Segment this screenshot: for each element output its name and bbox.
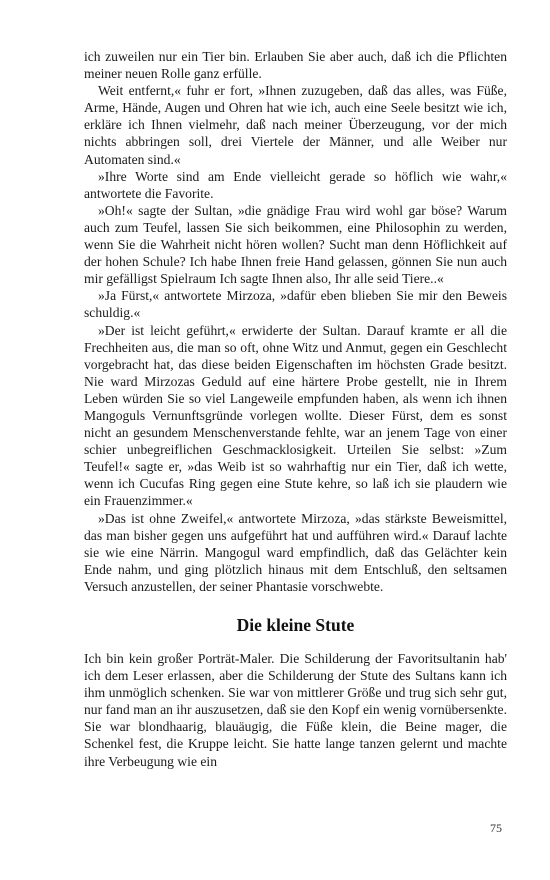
page-number: 75 [490,821,502,835]
paragraph-4: »Oh!« sagte der Sultan, »die gnädige Frau wird wohl gar böse? Warum auch zum Teufel, lassen Sie sich beikommen, eine Philosophin zu werden, wenn Sie die Wahrheit nicht hören wollen? Sucht man denn Höflichkeit auf der hohen Schule? Ich habe Ihnen freie Hand gelassen, gönnen Sie nun auch mir gefälligst Spielraum Ich sagte Ihnen also, Ihr alle seid Tiere..« [84,202,507,287]
paragraph-6: »Der ist leicht geführt,« erwiderte der Sultan. Darauf kramte er all die Frechheiten aus, die man so oft, ohne Witz und Anmut, gegen ein Geschlecht vorgebracht hat, das diese beiden Eigenschaften im höchsten Grade besitzt. Nie ward Mirzozas Geduld auf eine härtere Probe gestellt, nie in Ihrem Leben würden Sie so viel Langeweile empfunden haben, als wenn ich ihnen Mangoguls Vernunftsgründe vorlegen wollte. Dieser Fürst, dem es sonst nicht an gesundem Menschenverstande fehlte, war an jenem Tage von einer schier unbegreiflichen Geschmacklosigkeit. Urteilen Sie selbst: »Zum Teufel!« sagte er, »das Weib ist so wahrhaftig nur ein Tier, daß ich wette, wenn ich Cucufas Ring gegen eine Stute kehre, so laß ich sie plaudern wie ein Frauenzimmer.« [84,322,507,509]
paragraph-3: »Ihre Worte sind am Ende vielleicht gerade so höflich wie wahr,« antwortete die Favorite. [84,168,507,201]
paragraph-1: ich zuweilen nur ein Tier bin. Erlauben Sie aber auch, daß ich die Pflichten meiner neuen Rolle ganz erfülle. [84,49,507,82]
book-page [84,48,507,770]
section-title: Die kleine Stute [236,615,355,635]
paragraph-2: Weit entfernt,« fuhr er fort, »Ihnen zuzugeben, daß das alles, was Füße, Arme, Hände, Augen und Ohren hat wie ich, auch eine Seele besitzt wie ich, erkläre ich Ihnen vielmehr, daß nach meiner Überzeugung, vor der mich nichts abbringen soll, drei Viertele der Männer, und alle Weiber nur Automaten sind.« [84,83,507,167]
paragraph-7: »Das ist ohne Zweifel,« antwortete Mirzoza, »das stärkste Beweismittel, das man bisher gegen uns aufgeführt hat und aufführen wird.« Darauf lachte sie wie eine Närrin. Mangogul ward empfindlich, daß das Gelächter kein Ende nahm, und ging plötzlich hinaus mit dem Entschluß, den seltsamen Versuch anzustellen, der seiner Phantasie vorschwebte. [84,510,507,594]
paragraph-5: »Ja Fürst,« antwortete Mirzoza, »dafür eben blieben Sie mir den Beweis schuldig.« [84,288,507,321]
section-paragraph: Ich bin kein großer Porträt-Maler. Die Schilderung der Favoritsultanin hab' ich dem Leser erlassen, aber die Schilderung der Stute des Sultans kann ich ihm unmöglich schenken. Sie war von mittlerer Größe und trug sich sehr gut, nur fand man an ihr auszusetzen, daß sie den Kopf ein wenig vornübersenkte. Sie war blondhaarig, blauäugig, die Füße klein, die Beine mager, die Schenkel fest, die Kruppe leicht. Sie hatte lange tanzen gelernt und machte ihre Verbeugung wie ein [84,651,507,769]
